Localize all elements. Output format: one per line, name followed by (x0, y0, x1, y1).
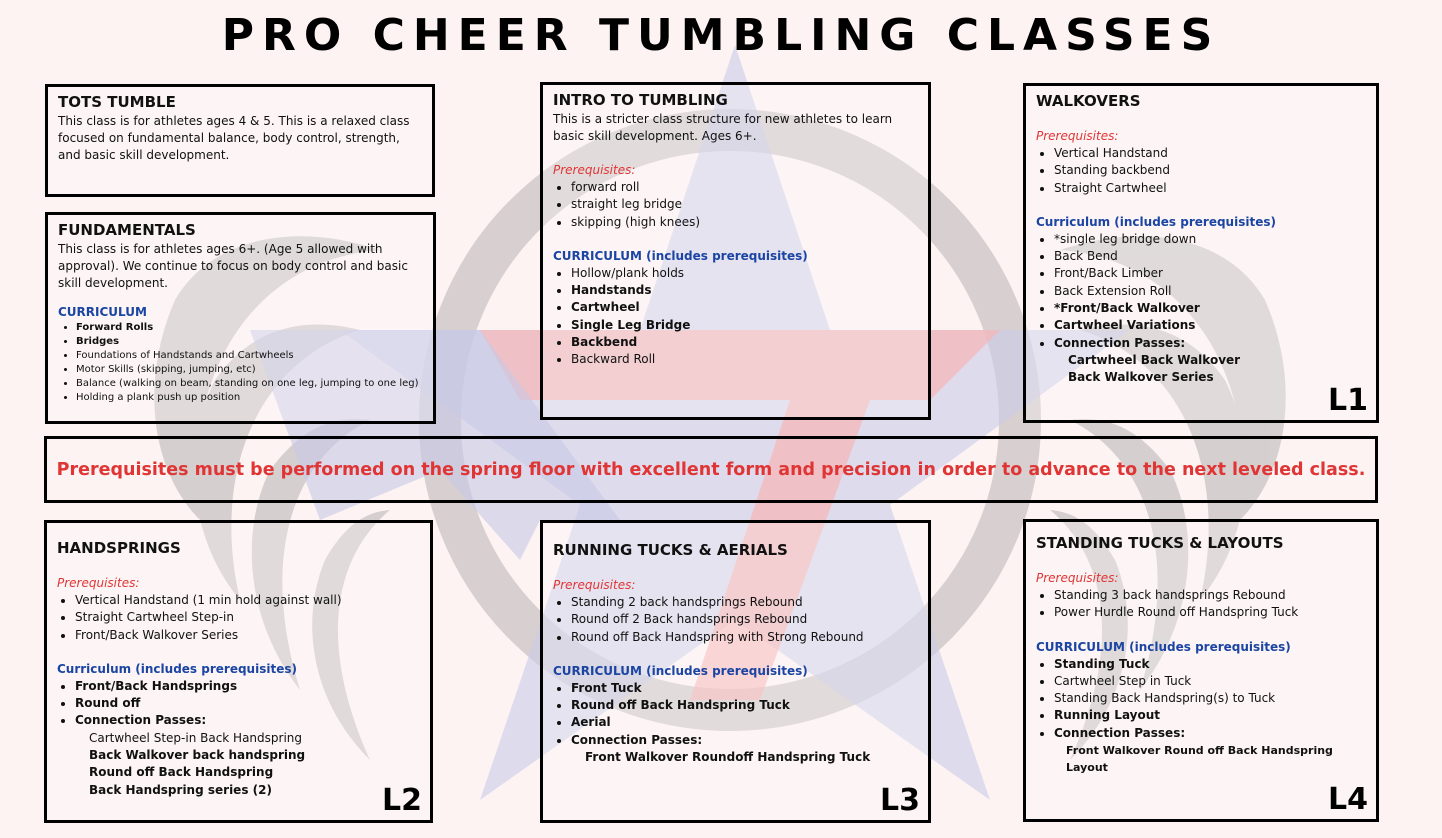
list-item: • straight leg bridge (571, 196, 918, 213)
list-item: • Cartwheel Variations (1054, 317, 1366, 334)
list-item: • Connection Passes: (1054, 725, 1366, 742)
curriculum-label: CURRICULUM (includes prerequisites) (553, 248, 808, 263)
fundamentals-card (45, 212, 436, 424)
list-item: • Backbend (571, 334, 918, 351)
connection-pass: Back Handspring series (2) (89, 782, 272, 797)
list-item: • Connection Passes: (75, 712, 420, 729)
list-item: • Front/Back Limber (1054, 265, 1366, 282)
list-item: • Vertical Handstand (1 min hold against wall) (75, 592, 420, 609)
list-item: • Power Hurdle Round off Handspring Tuck (1054, 604, 1366, 621)
list-item: • Back Bend (1054, 248, 1366, 265)
list-item: • skipping (high knees) (571, 214, 918, 231)
card-heading: RUNNING TUCKS & AERIALS (553, 541, 788, 559)
list-item: • Vertical Handstand (1054, 145, 1366, 162)
level-badge: L3 (880, 783, 920, 818)
prerequisites-label: Prerequisites: (553, 163, 636, 177)
list-item: • Bridges (76, 335, 423, 349)
handsprings-card (44, 520, 433, 823)
list-item: • Standing Tuck (1054, 656, 1366, 673)
prerequisites-list (1036, 587, 1366, 622)
list-item: • Backward Roll (571, 351, 918, 368)
list-item: • Aerial (571, 714, 918, 731)
list-item: • Holding a plank push up position (76, 391, 423, 405)
curriculum-label: Curriculum (includes prerequisites) (57, 661, 297, 676)
connection-pass: Front Walkover Round off Back Handspring Layout (1066, 744, 1333, 775)
list-item: • Back Extension Roll (1054, 283, 1366, 300)
list-item: • Connection Passes: (571, 732, 918, 749)
curriculum-list (1036, 656, 1366, 742)
list-item: • Single Leg Bridge (571, 317, 918, 334)
list-item: • Connection Passes: (1054, 335, 1366, 352)
intro-to-tumbling-card (540, 82, 931, 420)
connection-pass: Back Walkover back handspring (89, 748, 306, 763)
list-item: • Forward Rolls (76, 321, 423, 335)
prerequisites-list (1036, 145, 1366, 197)
card-heading: FUNDAMENTALS (58, 221, 196, 239)
card-description: This class is for athletes ages 6+. (Age 5 allowed with approval). We continue to focus on body control and basic skill development. (58, 242, 408, 290)
list-item: • Handstands (571, 282, 918, 299)
list-item: • Front/Back Handsprings (75, 678, 420, 695)
card-heading: WALKOVERS (1036, 92, 1141, 110)
card-heading: HANDSPRINGS (57, 539, 181, 557)
curriculum-list (553, 680, 918, 749)
prerequisites-label: Prerequisites: (1036, 129, 1119, 143)
list-item: • Straight Cartwheel Step-in (75, 609, 420, 626)
page-title: PRO CHEER TUMBLING CLASSES (221, 10, 1221, 61)
curriculum-list (57, 678, 420, 730)
list-item: • Foundations of Handstands and Cartwheels (76, 349, 423, 363)
curriculum-label: CURRICULUM (58, 305, 147, 319)
level-badge: L2 (382, 783, 422, 818)
list-item: • Motor Skills (skipping, jumping, etc) (76, 363, 423, 377)
prerequisites-list (553, 594, 918, 646)
list-item: • Front/Back Walkover Series (75, 627, 420, 644)
walkovers-card (1023, 83, 1379, 423)
prerequisites-label: Prerequisites: (1036, 571, 1119, 585)
list-item: • Cartwheel (571, 299, 918, 316)
level-badge: L1 (1328, 383, 1368, 418)
list-item: • Round off Back Handspring Tuck (571, 697, 918, 714)
list-item: • Round off Back Handspring with Strong Rebound (571, 629, 918, 646)
curriculum-label: Curriculum (includes prerequisites) (1036, 214, 1276, 229)
curriculum-label: CURRICULUM (includes prerequisites) (1036, 639, 1291, 654)
card-heading: INTRO TO TUMBLING (553, 91, 728, 109)
prerequisites-list (553, 179, 918, 231)
list-item: • Straight Cartwheel (1054, 180, 1366, 197)
curriculum-label: CURRICULUM (includes prerequisites) (553, 663, 808, 678)
list-item: • Running Layout (1054, 707, 1366, 724)
prerequisites-banner: Prerequisites must be performed on the spring floor with excellent form and precision in order to advance to the next leveled class. (44, 436, 1378, 503)
connection-pass: Round off Back Handspring (89, 765, 274, 780)
list-item: • Front Tuck (571, 680, 918, 697)
curriculum-list (1036, 231, 1366, 352)
connection-pass: Cartwheel Back Walkover (1068, 352, 1241, 367)
list-item: • *Front/Back Walkover (1054, 300, 1366, 317)
prerequisites-list (57, 592, 420, 644)
list-item: • Balance (walking on beam, standing on one leg, jumping to one leg) (76, 377, 423, 391)
running-tucks-card (540, 520, 931, 823)
prerequisites-label: Prerequisites: (553, 578, 636, 592)
standing-tucks-card (1023, 519, 1379, 822)
card-description: This class is for athletes ages 4 & 5. This is a relaxed class focused on fundamental balance, body control, strength, and basic skill development. (58, 114, 410, 162)
level-badge: L4 (1328, 782, 1368, 817)
list-item: • Standing Back Handspring(s) to Tuck (1054, 690, 1366, 707)
list-item: • Standing backbend (1054, 162, 1366, 179)
list-item: • Cartwheel Step in Tuck (1054, 673, 1366, 690)
tots-tumble-card (45, 84, 435, 197)
list-item: • Standing 2 back handsprings Rebound (571, 594, 918, 611)
prerequisites-label: Prerequisites: (57, 576, 140, 590)
card-heading: STANDING TUCKS & LAYOUTS (1036, 534, 1284, 552)
card-heading: TOTS TUMBLE (58, 93, 176, 111)
curriculum-list (58, 321, 423, 405)
list-item: • Hollow/plank holds (571, 265, 918, 282)
list-item: • Round off (75, 695, 420, 712)
card-description: This is a stricter class structure for new athletes to learn basic skill development. Ages 6+. (553, 112, 893, 143)
connection-pass: Front Walkover Roundoff Handspring Tuck (585, 750, 871, 765)
list-item: • Round off 2 Back handsprings Rebound (571, 611, 918, 628)
connection-pass: Cartwheel Step-in Back Handspring (89, 730, 303, 745)
connection-pass: Back Walkover Series (1068, 370, 1214, 385)
list-item: • *single leg bridge down (1054, 231, 1366, 248)
list-item: • forward roll (571, 179, 918, 196)
curriculum-list (553, 265, 918, 369)
list-item: • Standing 3 back handsprings Rebound (1054, 587, 1366, 604)
